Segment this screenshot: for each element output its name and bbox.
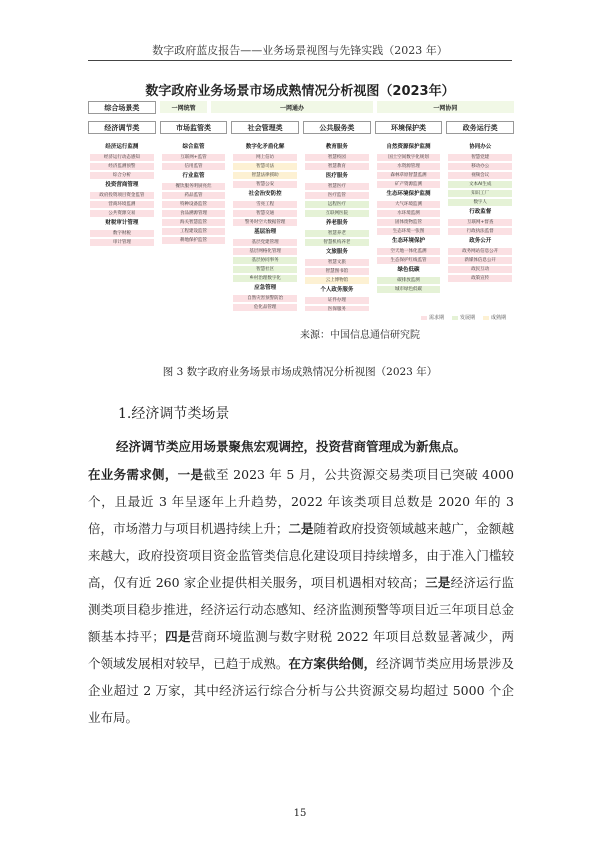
scenario-item: 工程建设监管 [162,228,226,235]
scenario-item: 远程医疗 [305,201,369,208]
subcategory-label: 社会治安防控 [248,191,282,197]
lead-paragraph: 经济调节类应用场景聚焦宏观调控，投资营商管理成为新焦点。 [116,439,467,454]
row1-cell-3: 一网协同 [377,101,514,113]
scenario-item: 森林草原智慧监测 [377,172,441,179]
scenario-item: 视频会议 [448,172,512,179]
figure-caption: 图 3 数字政府业务场景市场成熟情况分析视图（2023 年） [162,366,438,378]
category-header: 公共服务类 [303,121,371,134]
scenario-item: 生态环境一张图 [377,228,441,235]
category-header: 市场监管类 [160,121,228,134]
scenario-columns [88,141,514,311]
subcategory-label: 应急管理 [254,285,277,291]
subcategory-label: 投资营商管理 [105,182,139,188]
scenario-item: 食品溯源管理 [162,210,226,217]
scenario-item: 智慧交通 [233,210,297,217]
header-rule [88,60,512,61]
figure-source: 来源：中国信息通信研究院 [300,330,420,341]
scenario-column [160,141,228,311]
scenario-item: 智慧机构养老 [305,239,369,246]
scenario-item: 知识工厂 [448,190,512,197]
legend [421,314,506,321]
scenario-item: 碳排放监测 [377,277,441,284]
scenario-item: 医疗监管 [305,192,369,199]
subcategory-label: 文旅服务 [325,249,348,255]
category-header: 经济调节类 [88,121,156,134]
page-number: 15 [293,808,307,819]
scenario-item: 固体废物监管 [377,219,441,226]
subcategory-label: 个人政务服务 [320,287,354,293]
scenario-item: 营商环境监测 [90,201,154,208]
scenario-item: 智慧公安 [233,181,297,188]
subcategory-label: 医疗服务 [325,173,348,179]
scenario-item: 信用监管 [162,163,226,170]
subcategory-label: 协同办公 [469,144,492,150]
scenario-item: 基层协同事务 [233,257,297,264]
scenario-item: 政府投资项目资金监管 [90,192,154,199]
scenario-column [303,141,371,311]
scenario-item: 互联网医院 [305,210,369,217]
scenario-item: 国土空间数字化规划 [377,154,441,161]
scenario-item: 云上博物馆 [305,277,369,284]
subcategory-label: 养老服务 [325,220,348,226]
scenario-item: 经济运行动态感知 [90,154,154,161]
scenario-matrix [88,101,514,323]
scenario-item: 智慧校园 [305,154,369,161]
scenario-item: 耕地保护监管 [162,237,226,244]
subcategory-label: 财税审计管理 [105,220,139,226]
scenario-item: 智慧教育 [305,163,369,170]
scenario-item: 政策宣传 [448,275,512,282]
scenario-item: 危化品管理 [233,304,297,311]
scenario-item: 智慧养老 [305,230,369,237]
subcategory-label: 基层治理 [254,229,277,235]
scenario-item: 特种设备监管 [162,201,226,208]
scenario-item: 互联网+监管 [162,154,226,161]
scenario-item: 行政执法监督 [448,228,512,235]
scenario-item: 大气环境监测 [377,201,441,208]
scenario-item: 自然灾害预警防治 [233,295,297,302]
scenario-item: 药品监管 [162,192,226,199]
scenario-item: 餐饮服务明厨亮灶 [162,183,226,190]
scenario-item: 乡村治理数字化 [233,275,297,282]
scenario-item: 网上信访 [233,154,297,161]
scenario-item: 文本AI生成 [448,181,512,188]
subcategory-label: 数字化矛盾化解 [245,144,285,150]
scenario-item: 水环境监测 [377,210,441,217]
scenario-item: 移动办公 [448,163,512,170]
scenario-item: 城市绿色低碳 [377,286,441,293]
scenario-item: 智慧党建 [448,154,512,161]
scenario-item: 互联网+督查 [448,219,512,226]
scenario-item: 智慧司法 [233,163,297,170]
scenario-item: 警务时空大数据管理 [233,219,297,226]
scenario-column [375,141,443,311]
scenario-item: 水资源管理 [377,163,441,170]
legend-label: 发展期 [459,315,475,321]
scenario-item: 智慧医疗 [305,183,369,190]
running-header: 数字政府蓝皮报告——业务场景视图与先锋实践（2023 年） [152,44,448,57]
scenario-item: 智慧法律援助 [233,172,297,179]
scenario-column [88,141,156,311]
row1-cell-2: 一网通办 [211,101,372,113]
scenario-item: 空天地一体化监测 [377,248,441,255]
row1-label: 综合场景类 [88,101,156,114]
subcategory-label: 经济运行监测 [105,144,139,150]
scenario-item: 证件办理 [305,297,369,304]
scenario-item: 审计管理 [90,239,154,246]
subcategory-label: 生态环境保护 [392,238,426,244]
scenario-item: 基层网格化管理 [233,248,297,255]
subcategory-label: 政务公开 [469,238,492,244]
row1-cell-1: 一网统管 [160,101,208,113]
scenario-item: 医保服务 [305,306,369,311]
scenario-item: 雪亮工程 [233,201,297,208]
scenario-item: 经济监测预警 [90,163,154,170]
category-header: 社会管理类 [231,121,299,134]
body-paragraph: 在业务需求侧，一是截至 2023 年 5 月，公共资源交易类项目已突破 4000 个，且最近 3 年呈逐年上升趋势，2022 年该类项目总数是 2020 年的 3 倍，市场潜力与项目机遇持续上升；二是随着政府投资领域越来越广，金额越来越大，政府投资项目资金监管类信息化建设项目持续增多，由于准入门槛较高，仅有近 260 家企业提供相关服务，项目机遇相对较高；三是经济运行监测类项目稳步推进，经济运行动态感知、经济监测预警等项目近三年项目总金额基本持平；四是营商环境监测与数字财税 2022 年项目总数显著减少，两个领域发展相对较早，已趋于成熟。在方案供给侧，经济调节类应用场景涉及企业超过 2 万家，其中经济运行综合分析与公共资源交易均超过 5000 个企业布局。 [88,467,514,725]
figure-title: 数字政府业务场景市场成熟情况分析视图（2023年） [145,84,455,99]
section-heading: 1.经济调节类场景 [118,406,230,422]
category-header: 环境保护类 [375,121,443,134]
subcategory-label: 综合监管 [182,144,205,150]
scenario-item: 公共资源交易 [90,210,154,217]
scenario-column [231,141,299,311]
scenario-item: 政民互动 [448,266,512,273]
scenario-item: 数字人 [448,199,512,206]
legend-label: 成熟期 [490,315,506,321]
subcategory-label: 自然资源保护监测 [386,144,431,150]
scenario-item: 基层党建管理 [233,239,297,246]
scenario-item: 矿产资源监测 [377,181,441,188]
subcategory-label: 行政监督 [469,209,492,215]
scenario-item: 综合分析 [90,172,154,179]
scenario-item: 智慧图书馆 [305,268,369,275]
scenario-item: 智慧文旅 [305,259,369,266]
subcategory-label: 生态环境保护监测 [386,191,431,197]
subcategory-label: 教育服务 [325,144,348,150]
scenario-item: 政务网站信息公开 [448,248,512,255]
scenario-column [446,141,514,311]
category-header: 政务运行类 [446,121,514,134]
legend-label: 需求期 [428,315,444,321]
scenario-item: 数字财税 [90,230,154,237]
scenario-item: 智慧社区 [233,266,297,273]
subcategory-label: 绿色低碳 [397,267,420,273]
subcategory-label: 行业监管 [182,173,205,179]
scenario-item: 新媒体信息公开 [448,257,512,264]
scenario-item: 生态保护红线监管 [377,257,441,264]
scenario-item: 海关智慧监管 [162,219,226,226]
